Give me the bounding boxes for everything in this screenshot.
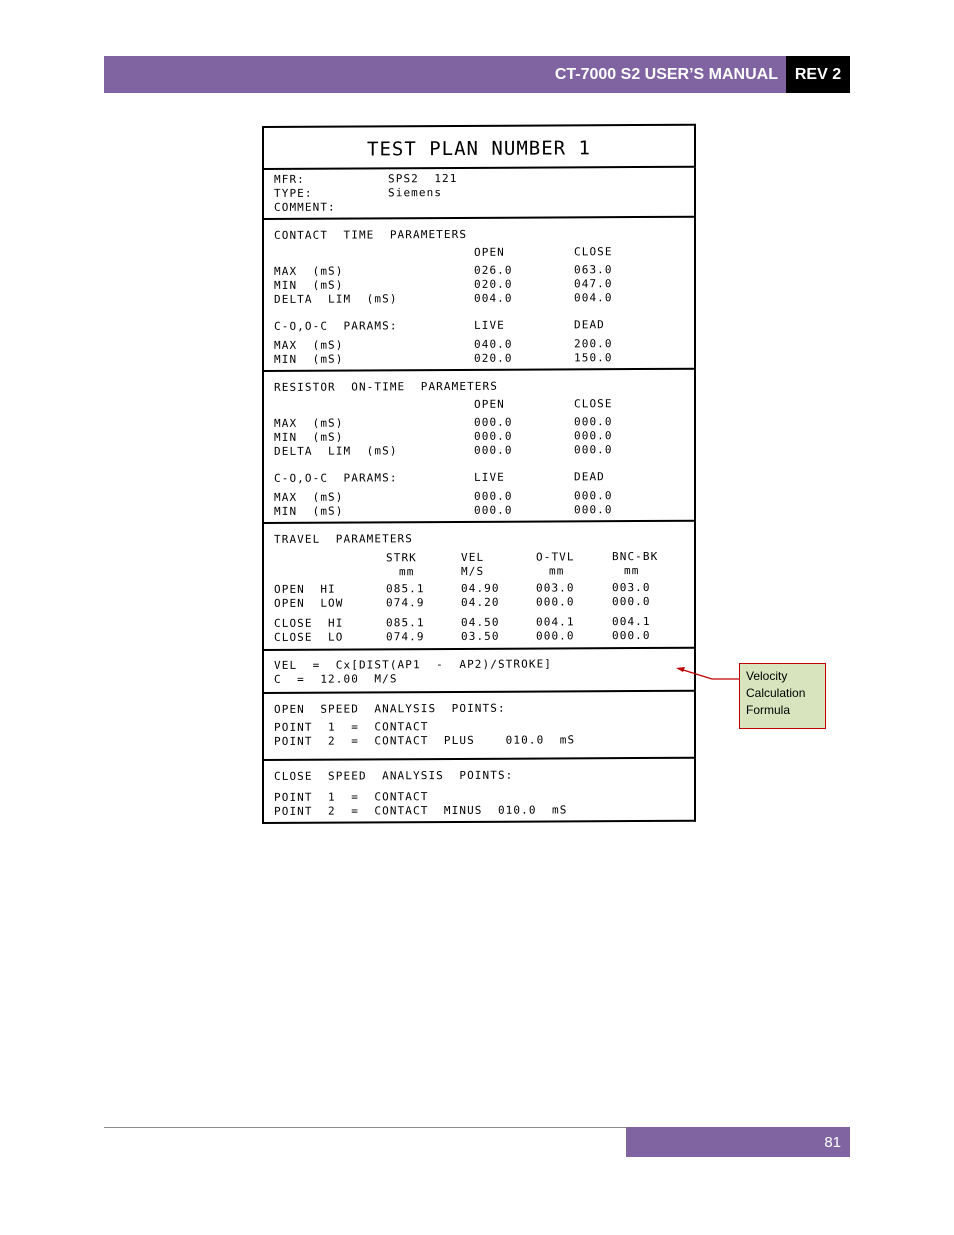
contact-row-label: MIN (mS)	[274, 278, 344, 292]
contact-row-close: 047.0	[574, 277, 613, 291]
contact-co-row-dead: 200.0	[574, 337, 613, 351]
travel-row-value: 074.9	[386, 630, 425, 644]
contact-co-row-dead: 150.0	[574, 351, 613, 365]
revision-badge	[786, 56, 850, 93]
resistor-co-row-label: MIN (mS)	[274, 504, 344, 518]
travel-section	[262, 522, 696, 651]
contact-row-close: 004.0	[574, 291, 613, 305]
callout-arrow	[670, 660, 742, 690]
manual-title-bar	[104, 56, 786, 93]
travel-row-value: 003.0	[612, 580, 651, 595]
contact-row-close: 063.0	[574, 263, 613, 277]
travel-row-label: CLOSE HI	[274, 616, 344, 630]
comment-label: COMMENT:	[274, 200, 336, 214]
printout-title: TEST PLAN NUMBER 1	[262, 124, 696, 170]
travel-row-label: CLOSE LO	[274, 630, 344, 644]
contact-col-dead: DEAD	[574, 318, 605, 332]
resistor-co-row-dead: 000.0	[574, 503, 613, 517]
callout-line-2: Calculation	[746, 686, 806, 700]
resistor-row-label: MAX (mS)	[274, 416, 344, 430]
travel-row-value: 000.0	[536, 629, 575, 643]
travel-row-value: 04.20	[461, 595, 500, 609]
contact-time-section	[262, 218, 696, 372]
footer-divider	[104, 1127, 626, 1128]
contact-row-open: 020.0	[474, 277, 513, 291]
contact-row-open: 004.0	[474, 291, 513, 305]
travel-row-label: OPEN HI	[274, 582, 336, 596]
resistor-co-row-dead: 000.0	[574, 489, 613, 503]
travel-unit-bncbk: mm	[624, 564, 640, 578]
travel-row-value: 003.0	[536, 581, 575, 595]
resistor-row-open: 000.0	[474, 415, 513, 429]
travel-unit-otvl: mm	[549, 564, 565, 578]
open-speed-point-2: POINT 2 = CONTACT PLUS 010.0 mS	[274, 733, 576, 748]
resistor-co-row-live: 000.0	[474, 503, 513, 517]
test-plan-printout	[262, 124, 696, 824]
open-speed-heading: OPEN SPEED ANALYSIS POINTS:	[274, 701, 506, 716]
resistor-col-live: LIVE	[474, 470, 505, 484]
resistor-col-close: CLOSE	[574, 397, 613, 411]
page-number: 81	[824, 1133, 841, 1151]
resistor-co-label: C-O,O-C PARAMS:	[274, 471, 398, 485]
resistor-co-row-live: 000.0	[474, 489, 513, 503]
resistor-row-label: MIN (mS)	[274, 430, 344, 444]
travel-row-value: 000.0	[612, 628, 651, 643]
resistor-heading: RESISTOR ON-TIME PARAMETERS	[274, 379, 498, 394]
resistor-col-open: OPEN	[474, 397, 505, 411]
travel-col-strk: STRK	[386, 551, 417, 565]
revision-label: REV 2	[794, 65, 842, 83]
travel-heading: TRAVEL PARAMETERS	[274, 532, 414, 546]
contact-col-open: OPEN	[474, 245, 505, 259]
resistor-row-open: 000.0	[474, 443, 513, 457]
footer-page-box	[626, 1127, 850, 1157]
mfr-value: SPS2 121	[388, 171, 458, 186]
travel-row-label: OPEN LOW	[274, 596, 344, 610]
manual-title: CT-7000 S2 USER’S MANUAL	[554, 65, 778, 83]
resistor-row-close: 000.0	[574, 429, 613, 443]
type-value: Siemens	[388, 186, 443, 200]
contact-row-label: DELTA LIM (mS)	[274, 292, 398, 306]
open-speed-section	[262, 692, 696, 761]
travel-row-value: 085.1	[386, 616, 425, 630]
contact-co-row-live: 040.0	[474, 337, 513, 351]
close-speed-section	[262, 759, 696, 824]
travel-col-vel: VEL	[461, 550, 485, 564]
contact-row-open: 026.0	[474, 263, 513, 277]
resistor-row-close: 000.0	[574, 415, 613, 429]
close-speed-heading: CLOSE SPEED ANALYSIS POINTS:	[274, 768, 514, 783]
travel-row-value: 004.1	[612, 614, 651, 629]
resistor-row-label: DELTA LIM (mS)	[274, 444, 398, 458]
travel-row-value: 04.50	[461, 615, 500, 629]
contact-row-label: MAX (mS)	[274, 264, 344, 278]
mfr-label: MFR:	[274, 172, 305, 186]
contact-col-live: LIVE	[474, 318, 505, 332]
contact-col-close: CLOSE	[574, 245, 613, 259]
contact-co-row-label: MAX (mS)	[274, 338, 344, 352]
travel-unit-vel: M/S	[461, 564, 485, 578]
type-label: TYPE:	[274, 186, 313, 200]
travel-unit-strk: mm	[399, 565, 415, 579]
travel-col-bncbk: BNC-BK	[612, 549, 659, 564]
close-speed-point-1: POINT 1 = CONTACT	[274, 790, 429, 804]
callout-line-3: Formula	[746, 703, 791, 717]
formula-line-1: VEL = Cx[DIST(AP1 - AP2)/STROKE]	[274, 657, 553, 672]
travel-col-otvl: O-TVL	[536, 550, 575, 564]
contact-co-row-label: MIN (mS)	[274, 352, 344, 366]
velocity-formula-section	[262, 649, 696, 694]
travel-row-value: 085.1	[386, 582, 425, 596]
close-speed-point-2: POINT 2 = CONTACT MINUS 010.0 mS	[274, 803, 568, 818]
travel-row-value: 000.0	[612, 594, 651, 609]
travel-row-value: 000.0	[536, 595, 575, 609]
resistor-co-row-label: MAX (mS)	[274, 490, 344, 504]
travel-row-value: 004.1	[536, 615, 575, 629]
open-speed-point-1: POINT 1 = CONTACT	[274, 720, 429, 734]
resistor-col-dead: DEAD	[574, 470, 605, 484]
contact-co-label: C-O,O-C PARAMS:	[274, 319, 398, 333]
formula-line-2: C = 12.00 M/S	[274, 672, 398, 686]
velocity-formula-callout	[739, 663, 826, 729]
resistor-row-close: 000.0	[574, 443, 613, 457]
travel-row-value: 04.90	[461, 581, 500, 595]
resistor-section	[262, 370, 696, 524]
contact-heading: CONTACT TIME PARAMETERS	[274, 227, 468, 242]
info-section	[262, 168, 696, 220]
callout-line-1: Velocity	[746, 669, 788, 683]
travel-row-value: 074.9	[386, 596, 425, 610]
resistor-row-open: 000.0	[474, 429, 513, 443]
contact-co-row-live: 020.0	[474, 351, 513, 365]
travel-row-value: 03.50	[461, 629, 500, 643]
